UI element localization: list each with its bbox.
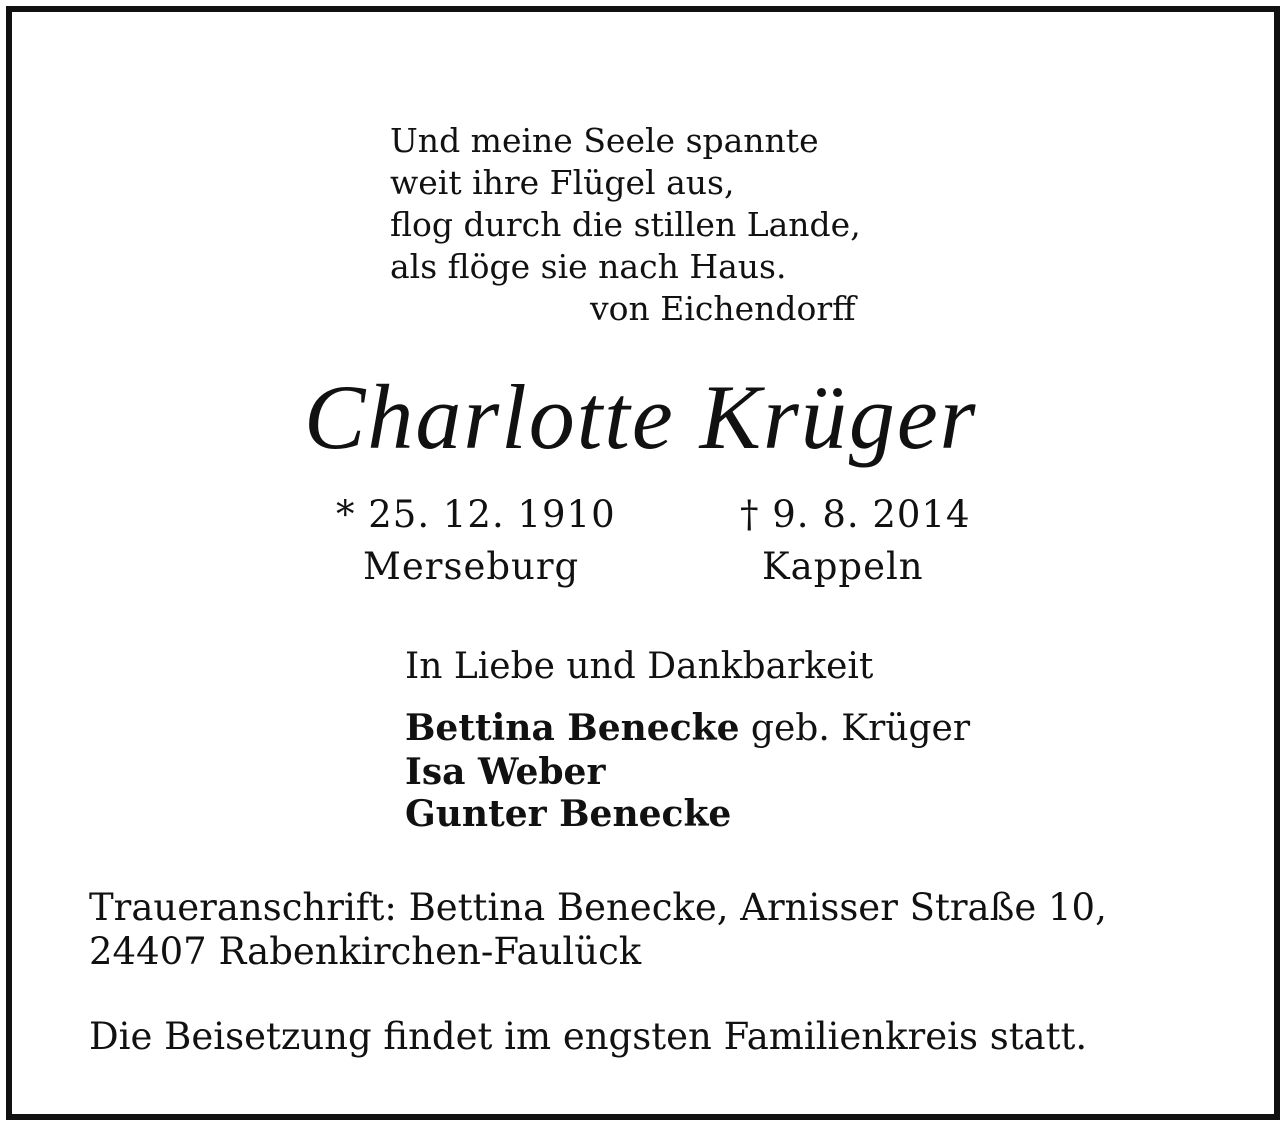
- closing-phrase: In Liebe und Dankbarkeit: [405, 646, 874, 687]
- poem-line: Und meine Seele spannte: [390, 121, 819, 160]
- death-place: Kappeln: [762, 545, 924, 588]
- mourner-entry: [405, 750, 605, 795]
- obituary-notice: [6, 6, 1280, 1120]
- mourner-entry: [405, 792, 731, 837]
- mourner-name: Bettina Benecke: [405, 707, 740, 749]
- mourning-address: Traueranschrift: Bettina Benecke, Arnisser Straße 10,: [89, 886, 1107, 929]
- burial-note: Die Beisetzung findet im engsten Familienkreis statt.: [89, 1015, 1088, 1058]
- mourner-name: Isa Weber: [405, 751, 606, 793]
- poem-line: weit ihre Flügel aus,: [390, 163, 735, 202]
- death-date: † 9. 8. 2014: [740, 493, 971, 536]
- poem-line: flog durch die stillen Lande,: [390, 205, 861, 244]
- poem-line: als flöge sie nach Haus.: [390, 247, 787, 286]
- birth-place: Merseburg: [363, 545, 580, 588]
- mourning-address-city: 24407 Rabenkirchen-Faulück: [89, 930, 642, 973]
- mourner-entry: [405, 706, 970, 751]
- poem-author: von Eichendorff: [590, 289, 856, 328]
- birth-date: * 25. 12. 1910: [336, 493, 616, 536]
- mourner-suffix: geb. Krüger: [739, 708, 971, 749]
- deceased-name: Charlotte Krüger: [304, 366, 978, 468]
- mourner-name: Gunter Benecke: [405, 793, 732, 835]
